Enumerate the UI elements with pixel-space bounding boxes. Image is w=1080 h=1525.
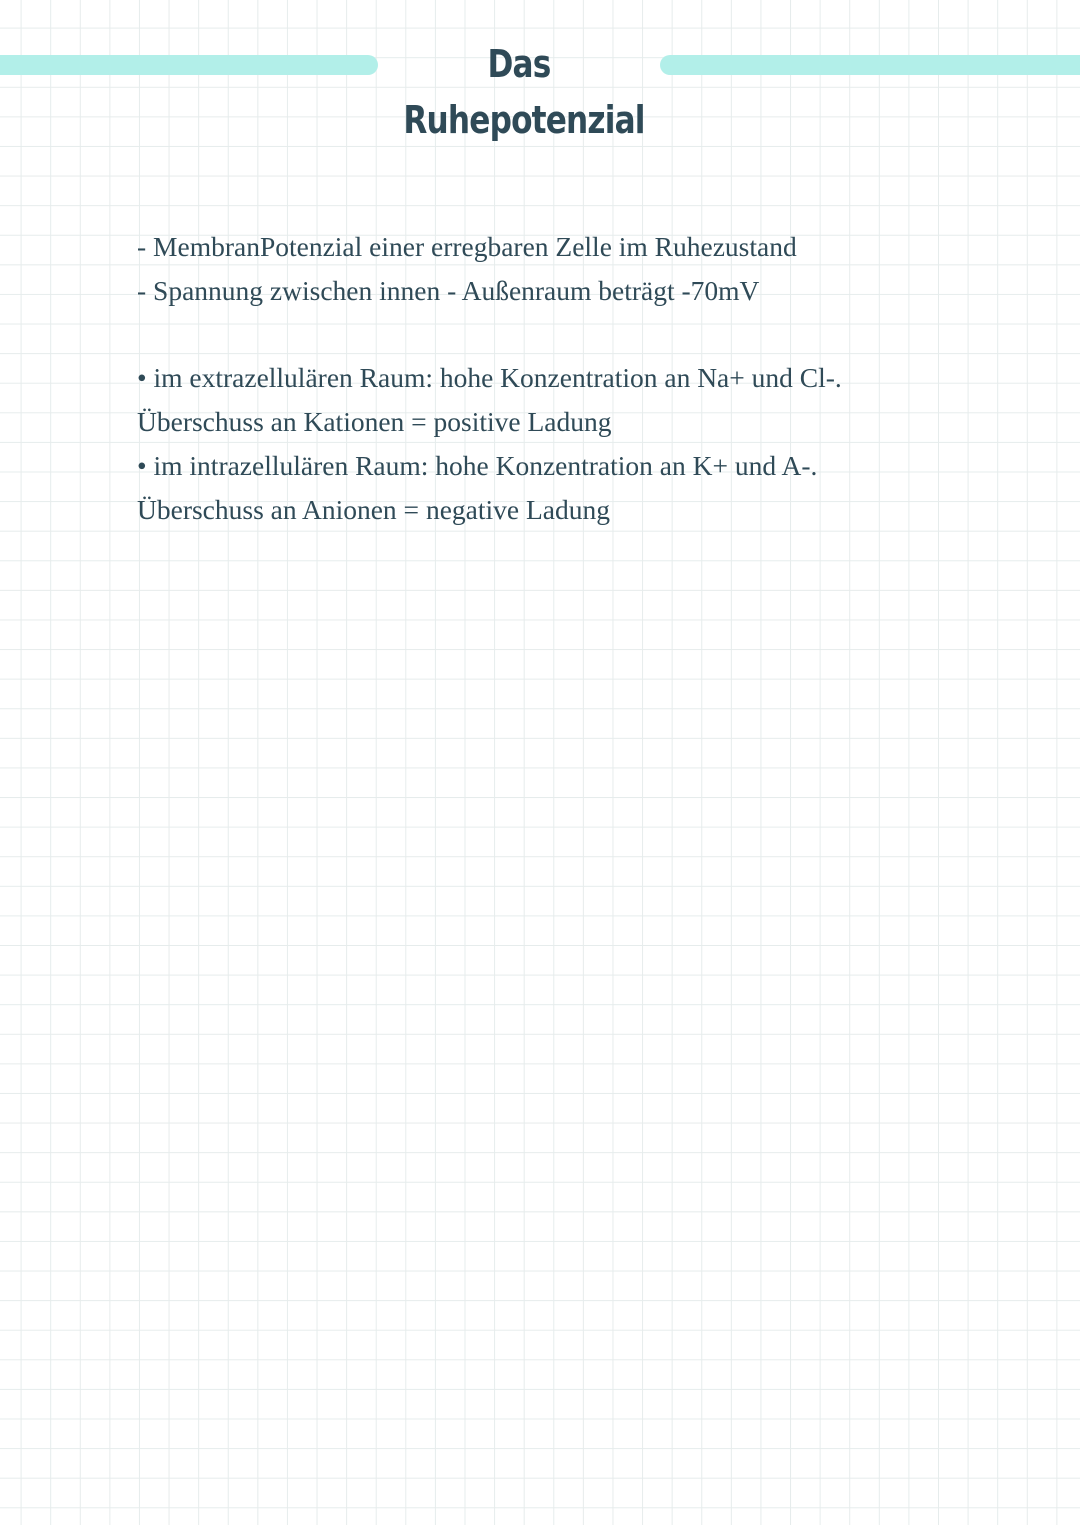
bullet-line-extracellular: • im extrazellulären Raum: hohe Konzentration an Na+ und Cl-. xyxy=(137,362,842,393)
bullet-line-intracellular: • im intrazellulären Raum: hohe Konzentration an K+ und A-. xyxy=(137,450,818,481)
title-accent-bar-right xyxy=(660,55,1080,75)
note-line-anion-excess: Überschuss an Anionen = negative Ladung xyxy=(137,494,610,525)
definition-line: - MembranPotenzial einer erregbaren Zelle im Ruhezustand xyxy=(137,231,797,262)
page-title: Das Ruhepotenzial xyxy=(403,42,645,142)
notes-content xyxy=(137,225,1017,532)
definition-line: - Spannung zwischen innen - Außenraum beträgt -70mV xyxy=(137,275,760,306)
paragraph-spacer xyxy=(137,313,1017,356)
title-accent-bar-left xyxy=(0,55,378,75)
note-line-cation-excess: Überschuss an Kationen = positive Ladung xyxy=(137,406,612,437)
